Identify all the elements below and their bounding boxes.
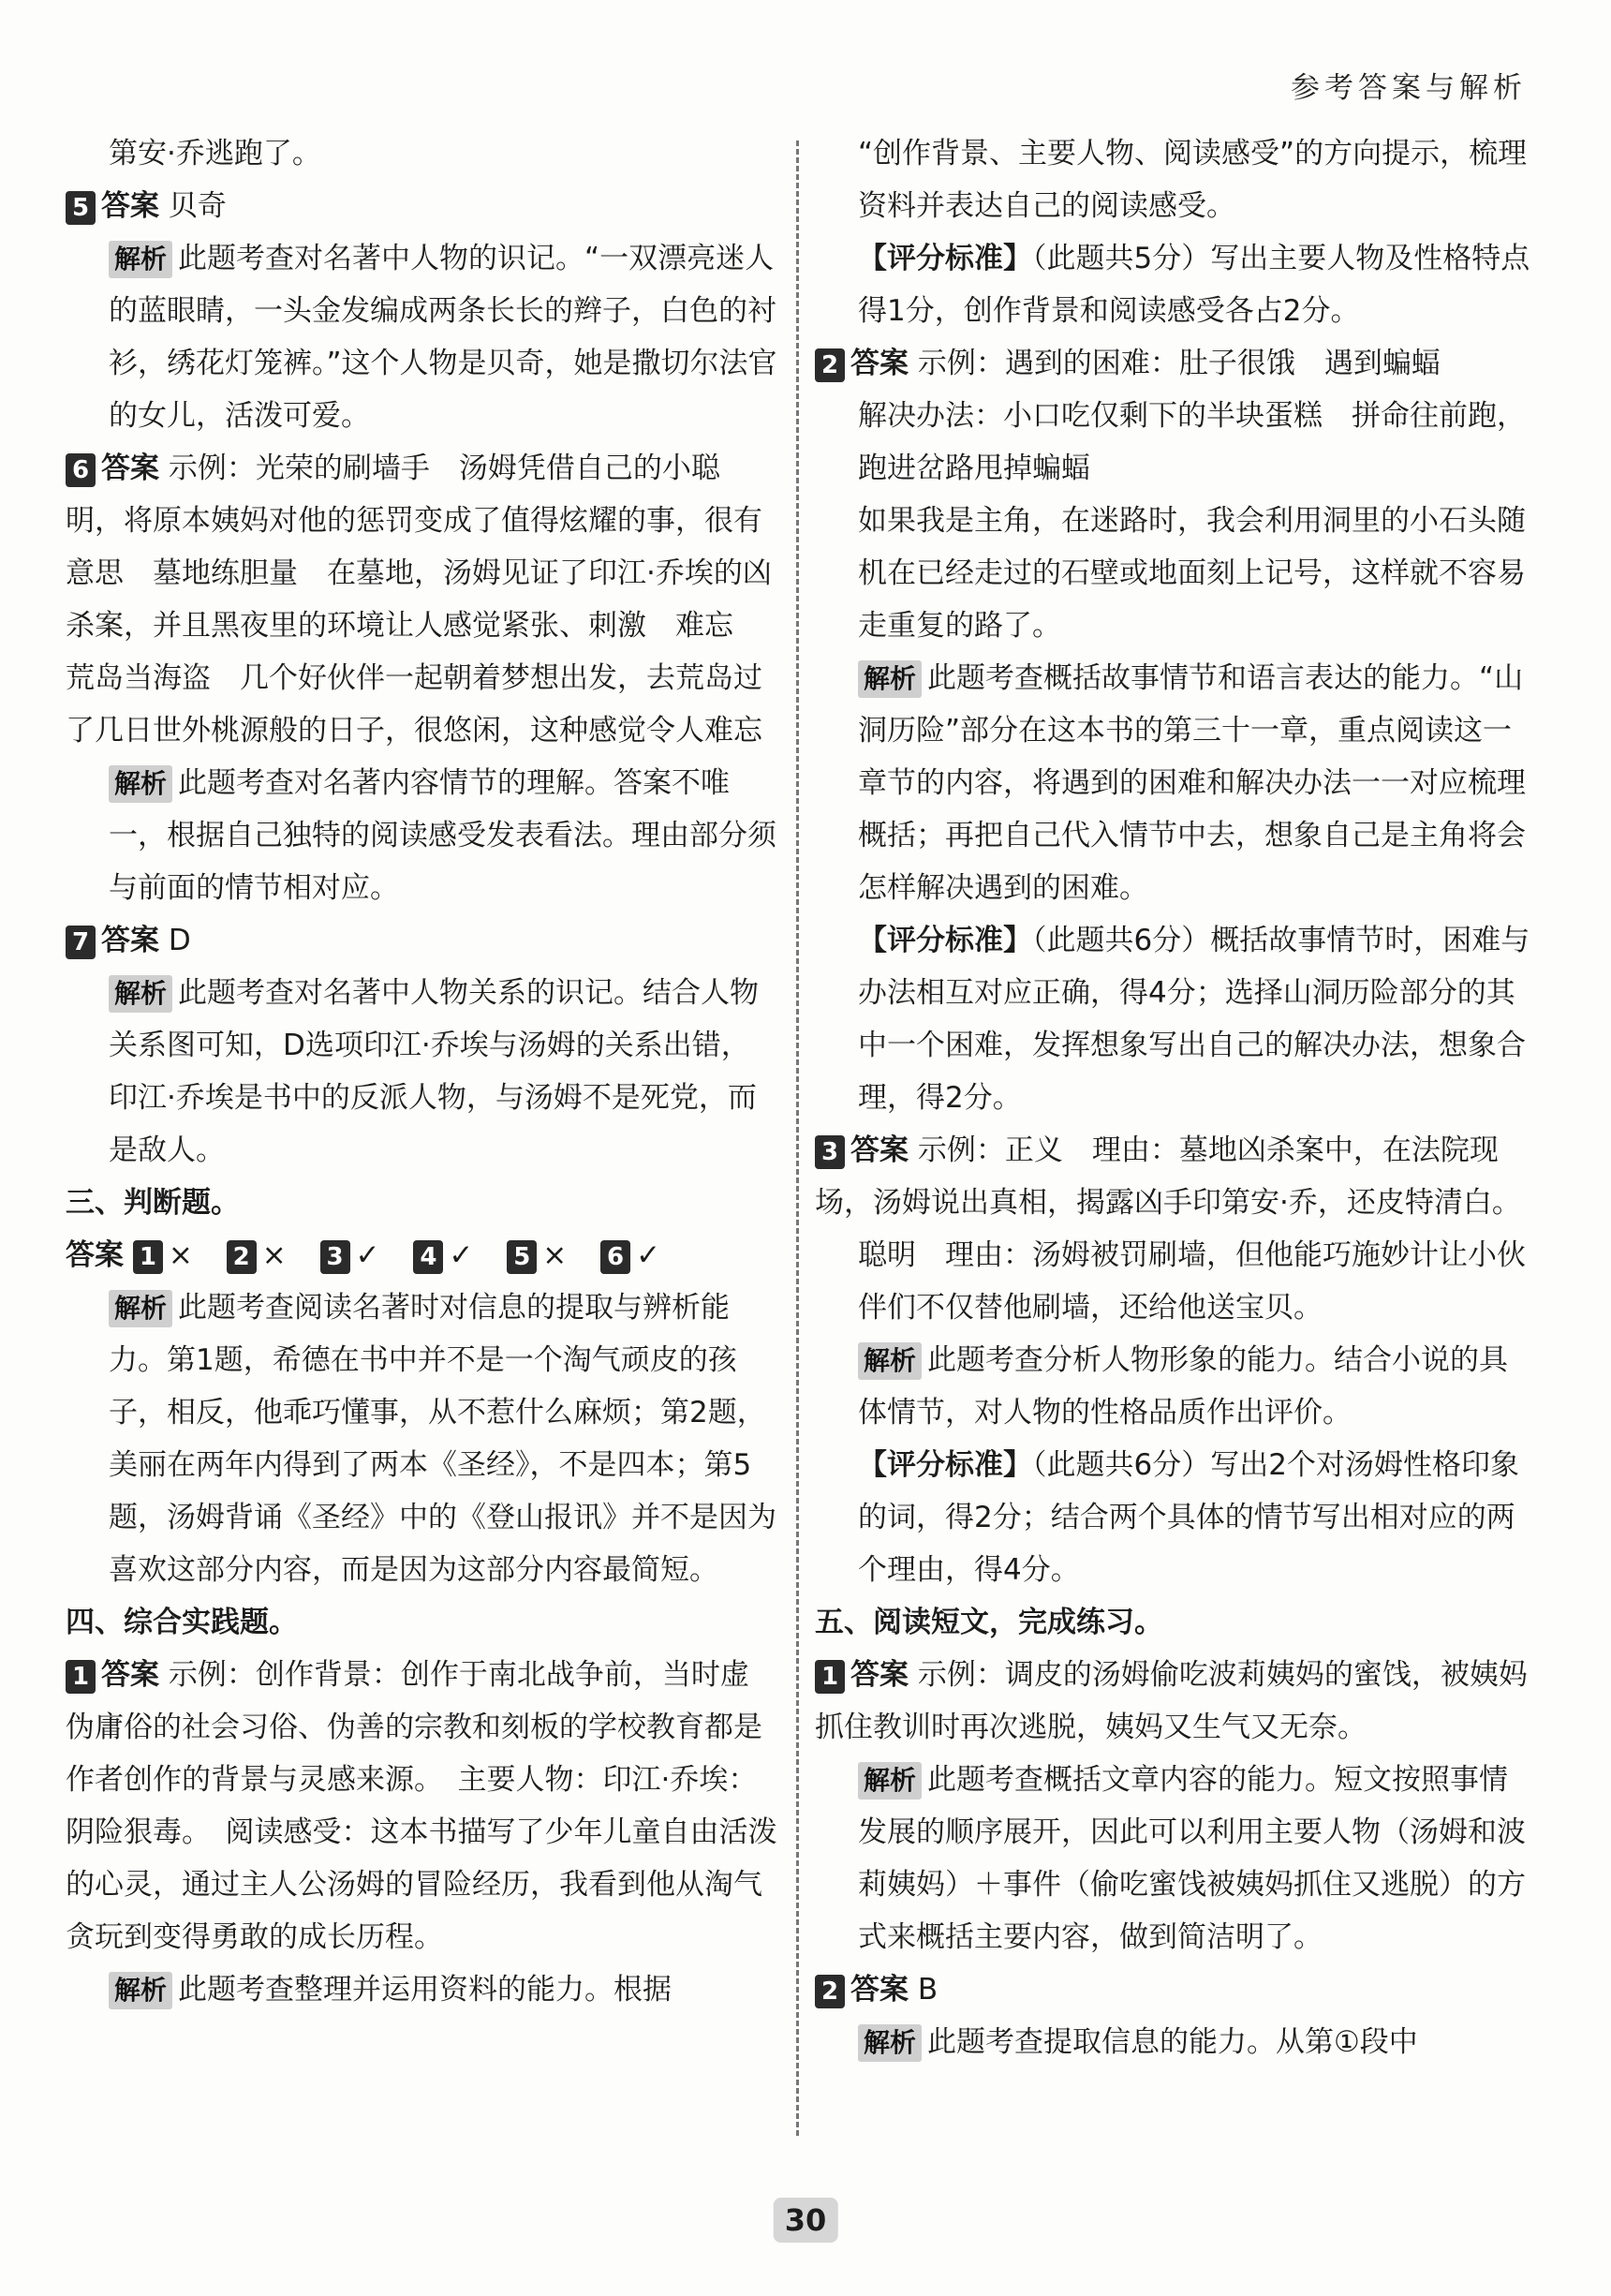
section-title-practice: 四、综合实践题。 bbox=[66, 1606, 298, 1639]
answer-text: 解决办法：小口吃仅剩下的半块蛋糕 拼命往前跑，跑进岔路甩掉蝙蝠 bbox=[858, 399, 1526, 485]
analysis-text: 此题考查对名著中人物的识记。“一双漂亮迷人的蓝眼睛，一头金发编成两条长长的辫子，白色的衬衫，绣花灯笼裤。”这个人物是贝奇，她是撒切尔法官的女儿，活泼可爱。 bbox=[109, 242, 777, 433]
section-title-reading: 五、阅读短文，完成练习。 bbox=[815, 1606, 1163, 1639]
analysis-text: 此题考查阅读名著时对信息的提取与辨析能力。第1题，希德在书中并不是一个淘气顽皮的孩子，相反，他乖巧懂事，从不惹什么麻烦；第2题，美丽在两年内得到了两本《圣经》，不是四本；第5题，汤姆背诵《圣经》中的《登山报讯》并不是因为喜欢这部分内容，而是因为这部分内容最简短。 bbox=[109, 1291, 776, 1587]
analysis-tag: 解析 bbox=[109, 1290, 172, 1327]
answer-label: 答案 bbox=[850, 1658, 909, 1692]
page-number: 30 bbox=[774, 2198, 838, 2243]
answer-text: 如果我是主角，在迷路时，我会利用洞里的小石头随机在已经走过的石壁或地面刻上记号，这样就不容易走重复的路了。 bbox=[858, 504, 1526, 643]
practice-question-3 bbox=[815, 1124, 1536, 1596]
analysis-text: 此题考查概括故事情节和语言表达的能力。“山洞历险”部分在这本书的第三十一章，重点阅读这一章节的内容，将遇到的困难和解决办法一一对应梳理概括；再把自己代入情节中去，想象自己是主角将会怎样解决遇到的困难。 bbox=[858, 661, 1526, 905]
tf-mark: × bbox=[168, 1238, 193, 1272]
analysis-text: 此题考查对名著内容情节的理解。答案不唯一，根据自己独特的阅读感受发表看法。理由部分须与前面的情节相对应。 bbox=[109, 766, 776, 905]
scoring-standard-tag: 【评分标准】 bbox=[858, 242, 1032, 275]
continued-analysis: “创作背景、主要人物、阅读感受”的方向提示，梳理资料并表达自己的阅读感受。 bbox=[858, 137, 1528, 223]
tf-number: 6 bbox=[600, 1240, 630, 1274]
tf-mark: ✓ bbox=[449, 1238, 474, 1272]
question-number: 6 bbox=[66, 453, 96, 487]
tf-mark: × bbox=[542, 1238, 568, 1272]
question-number: 7 bbox=[66, 926, 96, 959]
answer-text: 示例：调皮的汤姆偷吃波莉姨妈的蜜饯，被姨妈抓住教训时再次逃脱，姨妈又生气又无奈。 bbox=[815, 1658, 1528, 1744]
scoring-standard-text: （此题共6分）概括故事情节时，困难与办法相互对应正确，得4分；选择山洞历险部分的其中一个困难，发挥想象写出自己的解决办法，想象合理，得2分。 bbox=[858, 924, 1530, 1115]
answer-label: 答案 bbox=[850, 1973, 909, 2007]
analysis-tag: 解析 bbox=[858, 1762, 922, 1800]
answer-text: B bbox=[917, 1973, 939, 2007]
analysis-tag: 解析 bbox=[109, 975, 172, 1013]
continued-line: 第安·乔逃跑了。 bbox=[109, 137, 321, 170]
tf-number: 5 bbox=[507, 1240, 537, 1274]
answer-text: 示例：创作背景：创作于南北战争前，当时虚伪庸俗的社会习俗、伪善的宗教和刻板的学校教育都是作者创作的背景与灵感来源。 主要人物：印江·乔埃：阴险狠毒。 阅读感受：这本书描写了少年儿童自由活泼的心灵，通过主人公汤姆的冒险经历，我看到他从淘气贪玩到变得勇敢的成长历程。 bbox=[66, 1658, 777, 1954]
answer-text: 示例：正义 理由：墓地凶杀案中，在法院现场，汤姆说出真相，揭露凶手印第安·乔，还皮特清白。 bbox=[815, 1133, 1521, 1220]
tf-number: 2 bbox=[227, 1240, 257, 1274]
question-7 bbox=[66, 914, 777, 1177]
page-header: 参考答案与解析 bbox=[1291, 71, 1527, 105]
question-number: 1 bbox=[66, 1660, 96, 1694]
answer-text: 示例：光荣的刷墙手 汤姆凭借自己的小聪明，将原本姨妈对他的惩罚变成了值得炫耀的事，很有意思 墓地练胆量 在墓地，汤姆见证了印江·乔埃的凶杀案，并且黑夜里的环境让人感觉紧张、刺激 难忘 荒岛当海盗 几个好伙伴一起朝着梦想出发，去荒岛过了几日世外桃源般的日子，很悠闲，这种感觉令人难忘 bbox=[66, 452, 772, 748]
answer-text: 贝奇 bbox=[168, 189, 227, 223]
answer-text: D bbox=[168, 924, 191, 957]
true-false-answers bbox=[66, 1229, 777, 1596]
tf-number: 3 bbox=[320, 1240, 350, 1274]
answer-label: 答案 bbox=[850, 347, 909, 380]
analysis-text: 此题考查分析人物形象的能力。结合小说的具体情节，对人物的性格品质作出评价。 bbox=[858, 1343, 1509, 1429]
answer-label: 答案 bbox=[101, 452, 159, 485]
question-number: 1 bbox=[815, 1660, 845, 1694]
reading-question-1 bbox=[815, 1649, 1536, 1963]
analysis-tag: 解析 bbox=[109, 1972, 172, 2009]
question-6 bbox=[66, 442, 777, 914]
tf-number: 4 bbox=[413, 1240, 443, 1274]
analysis-text: 此题考查提取信息的能力。从第①段中 bbox=[927, 2025, 1418, 2059]
analysis-text: 此题考查对名著中人物关系的识记。结合人物关系图可知，D选项印江·乔埃与汤姆的关系出错，印江·乔埃是书中的反派人物，与汤姆不是死党，而是敌人。 bbox=[109, 976, 760, 1167]
question-5 bbox=[66, 180, 777, 442]
question-number: 3 bbox=[815, 1135, 845, 1169]
left-column bbox=[66, 127, 777, 2016]
analysis-tag: 解析 bbox=[858, 1342, 922, 1380]
tf-mark: ✓ bbox=[355, 1238, 380, 1272]
practice-question-2 bbox=[815, 337, 1536, 1124]
tf-mark: × bbox=[261, 1238, 287, 1272]
tf-number: 1 bbox=[133, 1240, 163, 1274]
question-number: 5 bbox=[66, 191, 96, 225]
right-column bbox=[815, 127, 1536, 2068]
section-title-judgement: 三、判断题。 bbox=[66, 1186, 240, 1220]
scoring-standard-text: （此题共5分）写出主要人物及性格特点得1分，创作背景和阅读感受各占2分。 bbox=[858, 242, 1530, 328]
reading-question-2 bbox=[815, 1963, 1536, 2068]
answer-text: 聪明 理由：汤姆被罚刷墙，但他能巧施妙计让小伙伴们不仅替他刷墙，还给他送宝贝。 bbox=[858, 1238, 1526, 1325]
analysis-tag: 解析 bbox=[858, 2024, 922, 2062]
analysis-tag: 解析 bbox=[858, 660, 922, 698]
column-divider bbox=[796, 141, 799, 2136]
analysis-text: 此题考查概括文章内容的能力。短文按照事情发展的顺序展开，因此可以利用主要人物（汤姆和波莉姨妈）＋事件（偷吃蜜饯被姨妈抓住又逃脱）的方式来概括主要内容，做到简洁明了。 bbox=[858, 1763, 1526, 1954]
answer-label: 答案 bbox=[850, 1133, 909, 1167]
answer-label: 答案 bbox=[101, 924, 159, 957]
scoring-standard-tag: 【评分标准】 bbox=[858, 1448, 1032, 1482]
question-number: 2 bbox=[815, 348, 845, 382]
answer-text: 示例：遇到的困难：肚子很饿 遇到蝙蝠 bbox=[917, 347, 1441, 380]
scoring-standard-tag: 【评分标准】 bbox=[858, 924, 1032, 957]
answer-label: 答案 bbox=[101, 189, 159, 223]
answer-label: 答案 bbox=[101, 1658, 159, 1692]
analysis-tag: 解析 bbox=[109, 241, 172, 278]
answer-label: 答案 bbox=[66, 1238, 124, 1272]
analysis-text: 此题考查整理并运用资料的能力。根据 bbox=[178, 1973, 672, 2007]
question-number: 2 bbox=[815, 1975, 845, 2008]
tf-mark: ✓ bbox=[636, 1238, 661, 1272]
scoring-standard-text: （此题共6分）写出2个对汤姆性格印象的词，得2分；结合两个具体的情节写出相对应的两个理由，得4分。 bbox=[858, 1448, 1519, 1587]
practice-question-1 bbox=[66, 1649, 777, 2016]
analysis-tag: 解析 bbox=[109, 765, 172, 803]
